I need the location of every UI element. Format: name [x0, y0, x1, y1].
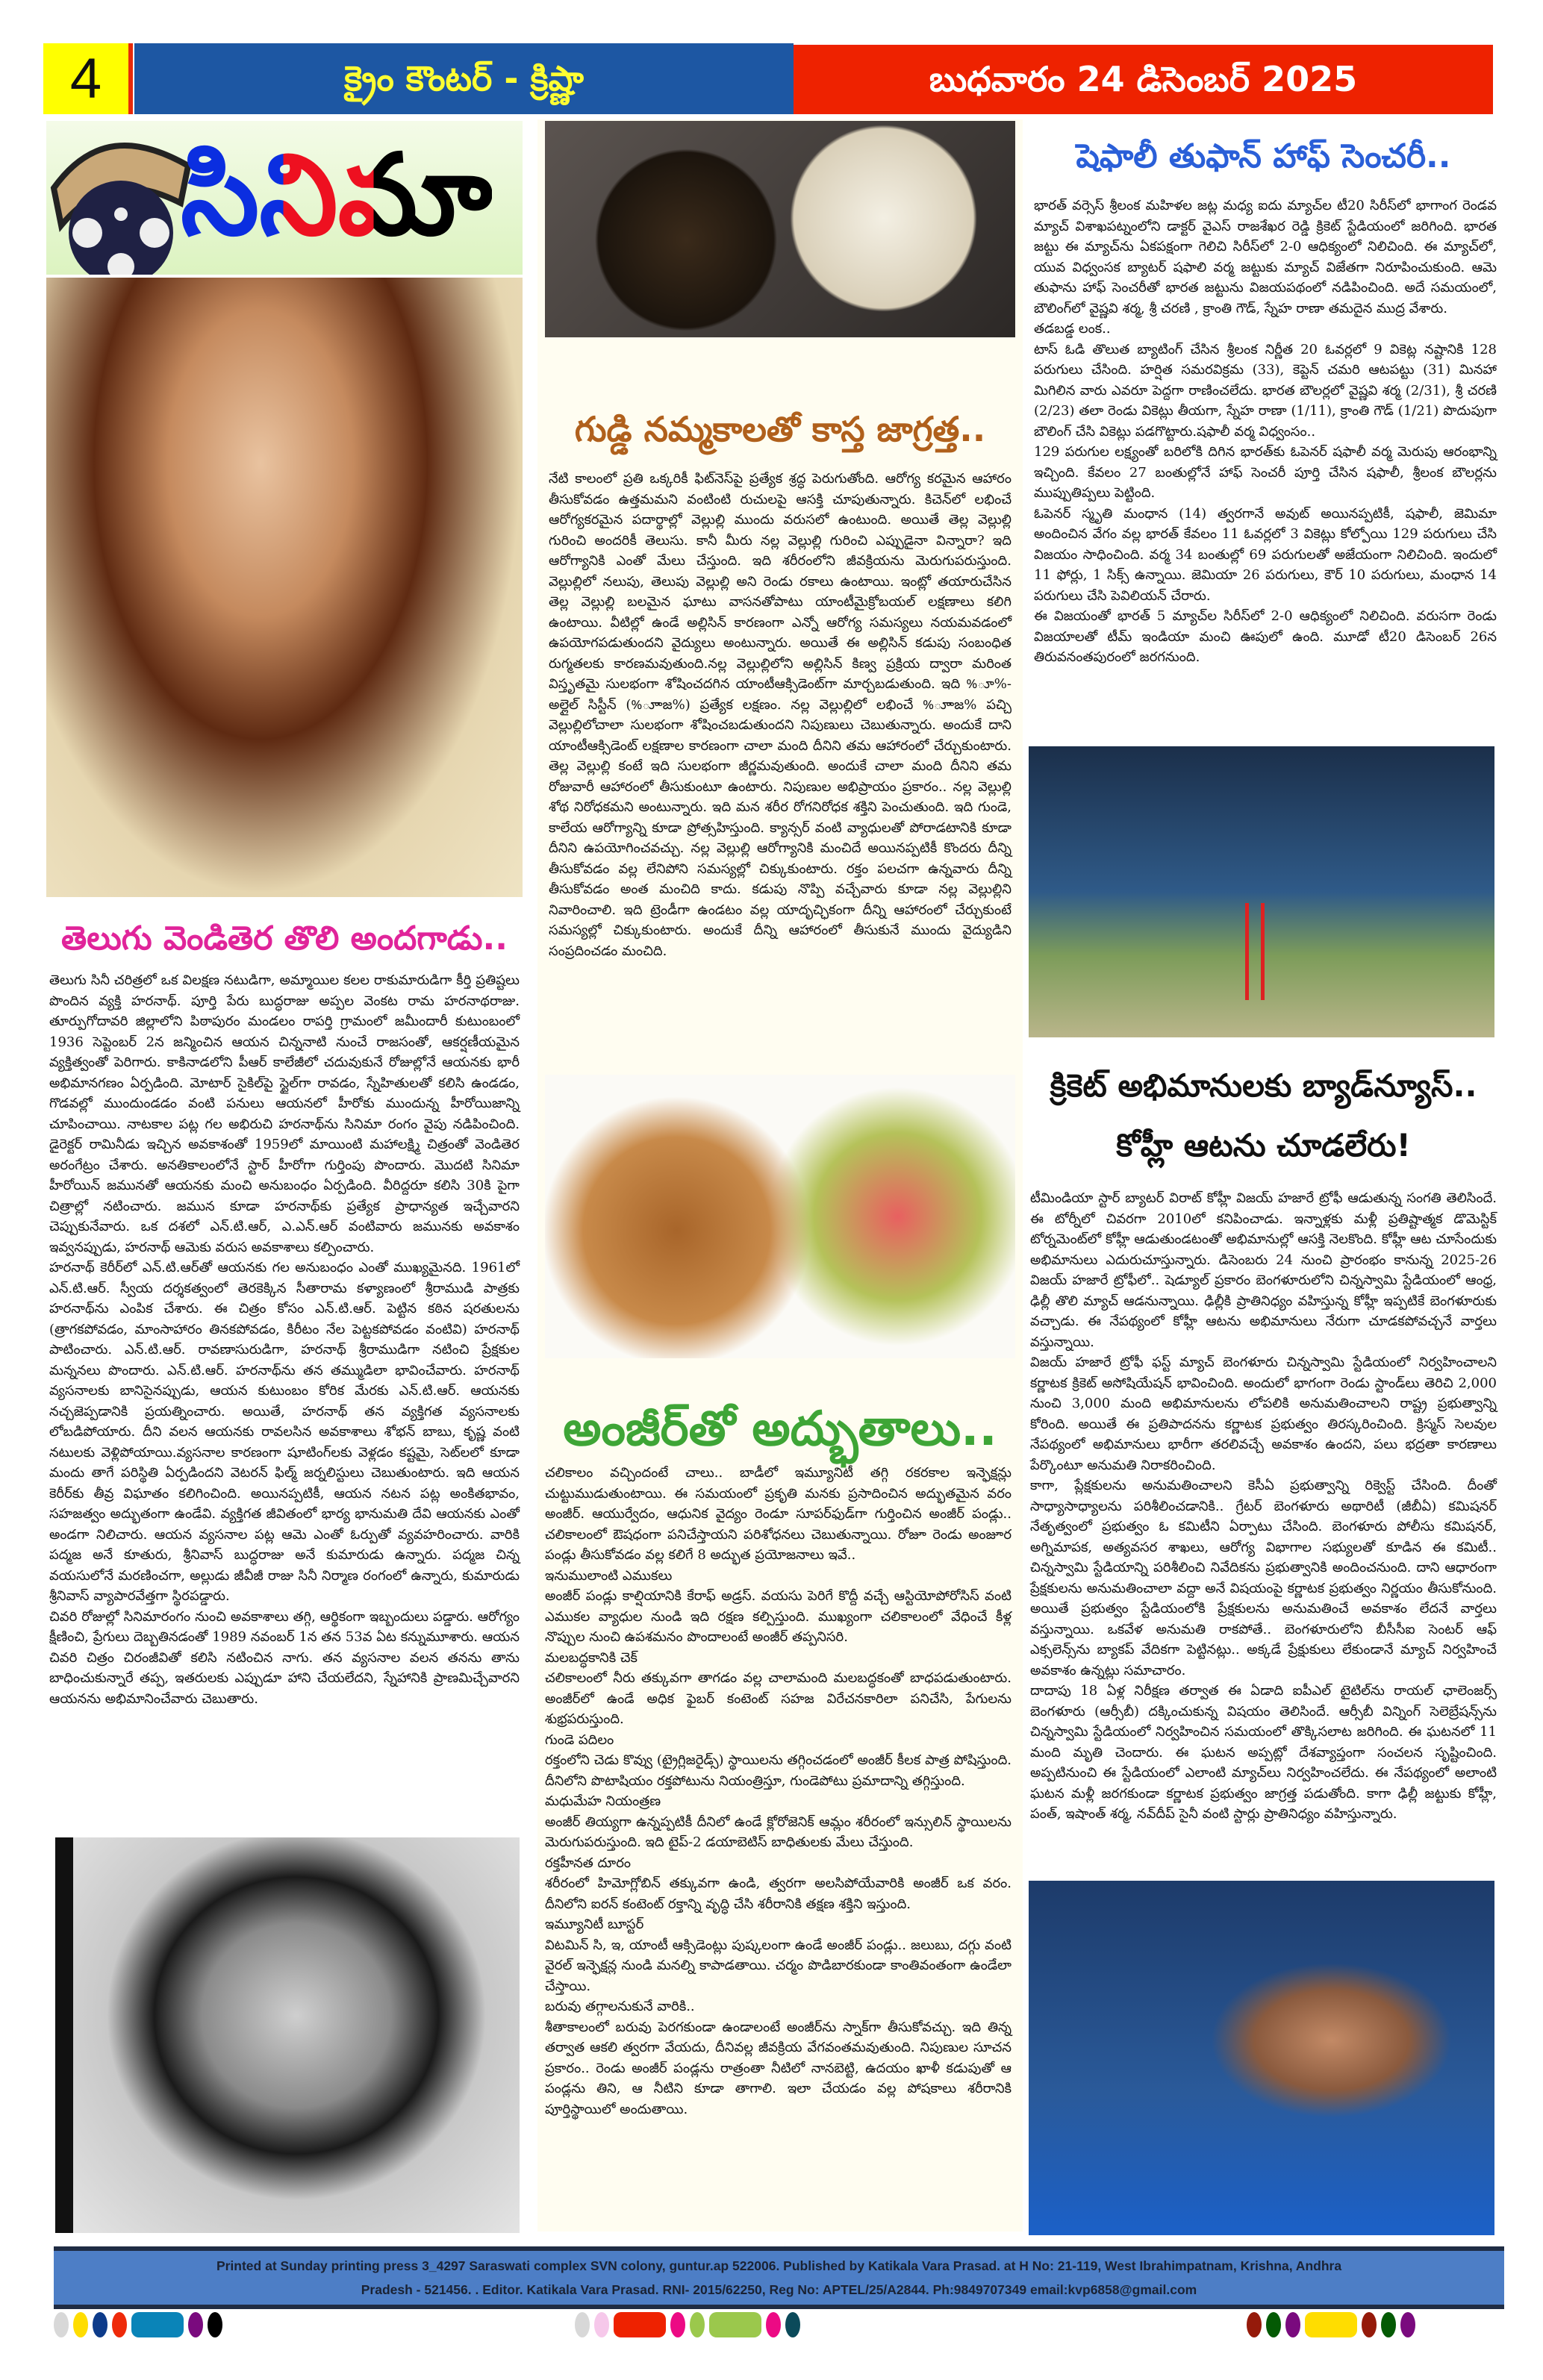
stumps — [1245, 903, 1265, 1000]
article-paragraph: రక్తంలోని చెడు కొవ్వు (ట్రైగ్లిజరైడ్స్) స్థాయిలను తగ్గించడంలో అంజీర్ కీలక పాత్ర పోషిస్తుంది. దీనిలోని పొటాషియం రక్తపోటును నియంత్రిస్తూ, గుండెపోటు ప్రమాదాన్ని తగ్గిస్తుంది. — [545, 1752, 1011, 1789]
registration-mark — [670, 2312, 685, 2337]
article-paragraph: భారత్ వర్సెస్ శ్రీలంక మహిళల జట్ల మధ్య ఐదు మ్యాచ్‌ల టీ20 సిరీస్‌లో భాగాంగ రెండవ మ్యాచ్ విశాఖపట్నంలోని డాక్టర్ వైఎస్ రాజశేఖర రెడ్డి క్రికెట్ స్టేడియంలో జరిగింది. భారత జట్టు ఈ మ్యాచ్‌ను ఏకపక్షంగా గెలిచి సిరీస్‌లో 2-0 ఆధిక్యంలో నిలిచింది. ఈ మ్యాచ్‌లో, యువ విధ్వంసక బ్యాటర్ షఫాలి వర్మ జట్టుకు మ్యాచ్ విజేతగా నిరూపించుకుంది. ఆమె తుఫాను హాఫ్ సెంచరీతో భారత జట్టును విజయపథంలో నడిపించింది. అదే సమయంలో, బౌలింగ్‌లో వైష్ణవి శర్మ, శ్రీ చరణి , క్రాంతి గౌడ్, స్నేహ రాణా తమదైన ముద్ర వేశారు. — [1034, 198, 1497, 316]
registration-mark — [766, 2312, 781, 2337]
registration-mark — [785, 2312, 800, 2337]
anjeer-figs-photo — [545, 1075, 1015, 1358]
anjeer-article-body — [545, 1463, 1011, 2120]
registration-mark — [131, 2312, 184, 2337]
article-paragraph: ఈ విజయంతో భారత్ 5 మ్యాచ్‌ల సిరీస్‌లో 2-0 ఆధిక్యంలో నిలిచింది. వరుసగా రెండు విజయాలతో టీమ్ ఇండియా మంచి ఊపులో ఉంది. మూడో టీ20 డిసెంబర్ 26న తిరువనంతపురంలో జరగనుంది. — [1034, 608, 1497, 665]
article-paragraph: కాగా, ప్లేక్షకులను అనుమతించాలని కెసీఏ ప్రభుత్వాన్ని రిక్వెస్ట్ చేసింది. దీంతో సాధ్యాసాధ్యాలను పరిశీలించడానికి.. గ్రేటర్ బెంగళూరు అథారిటీ (జీబీఏ) కమిషనర్ నేతృత్వంలో ప్రభుత్వం ఓ కమిటీని ఏర్పాటు చేసింది. బెంగళూరు పోలీసు కమిషనర్, అగ్నిమాపక, అత్యవసర శాఖలు, ఆరోగ్య విభాగాల సభ్యులతో కూడిన ఈ కమిటీ.. చిన్నస్వామి స్టేడియాన్ని పరిశీలించి నివేదికను ప్రభుత్వానికి అందించనుంది. దాని ఆధారంగా ప్రేక్షకులను అనుమతించాలా వద్దా అనే విషయంపై కర్ణాటక ప్రభుత్వం నిర్ణయం తీసుకోనుంది. అయితే ప్రభుత్వం స్టేడియంలోకి ప్రేక్షకులను అనుమతించే అవకాశం లేదనే వార్తలు వస్తున్నాయి. ఒకవేళ అనుమతి రాకపోతే.. బెంగళూరులోని బీసీసీఐ సెంటర్ ఆఫ్ ఎక్సలెన్స్‌ను బ్యాకప్ వేదికగా పెట్టినట్లు.. అక్కడే ప్రేక్షుకులు లేకుండానే మ్యాచ్ నిర్వహించే అవకాశం ఉన్నట్లు సమాచారం. — [1030, 1478, 1497, 1678]
registration-marks-left — [54, 2310, 222, 2340]
garlic-headline: గుడ్డి నమ్మకాలతో కాస్త జాగ్రత్త.. — [574, 409, 986, 449]
article-paragraph: విటమిన్ సి, ఇ, యాంటీ ఆక్సిడెంట్లు పుష్కలంగా ఉండే అంజీర్ పండ్లు.. జలుబు, దగ్గు వంటి వైరల్ ఇన్ఫెక్షన్ల నుండి మనల్ని కాపాడతాయి. చర్మం పొడిబారకుండా కాంతివంతంగా ఉండేలా చేస్తాయి. — [545, 1937, 1011, 1994]
registration-marks-right — [1247, 2310, 1415, 2340]
registration-mark — [1247, 2312, 1262, 2337]
registration-mark — [1381, 2312, 1396, 2337]
article-paragraph: చలికాలంలో నీరు తక్కువగా తాగడం వల్ల చాలామంది మలబద్ధకంతో బాధపడుతుంటారు. అంజీర్‌లో ఉండే అధిక ఫైబర్ కంటెంట్ సహజ విరేచనకారిలా పనిచేసి, పేగులను శుభ్రపరుస్తుంది. — [545, 1670, 1011, 1727]
footer-line-1: Printed at Sunday printing press 3_4297 Saraswati complex SVN colony, guntur.ap 522006. Published by Katikala Vara Prasad. at H No: 21-119, West Ibrahimpatnam, Krishna, Andhra — [216, 2258, 1342, 2273]
article-subheading: తడబడ్డ లంక.. — [1034, 321, 1111, 337]
registration-mark — [188, 2312, 203, 2337]
kohli-photo — [1029, 1881, 1494, 2235]
article-subheading: మధుమేహ నియంత్రణ — [545, 1793, 661, 1809]
article-paragraph: హరనాథ్ కెరీర్‌లో ఎన్.టి.ఆర్‌తో ఆయనకు గల అనుబంధం ఎంతో ముఖ్యమైనది. 1961లో ఎన్.టి.ఆర్. స్వీయ దర్శకత్వంలో తెరకెక్కిన సీతారామ కళ్యాణంలో శ్రీరాముడి పాత్రకు హరనాథ్‌ను ఎంపిక చేశారు. ఈ చిత్రం కోసం ఎన్.టి.ఆర్. పెట్టిన కఠిన షరతులను (త్రాగకపోవడం, మాంసాహారం తినకపోవడం, కిరీటం నేల పెట్టకపోవడం వంటివి) హరనాథ్ పాటించారు. ఎన్.టి.ఆర్. రావణాసురుడిగా, హరనాథ్ శ్రీరాముడిగా నటించి ప్రేక్షకుల మన్ననలు పొందారు. ఎన్.టి.ఆర్. హరనాథ్‌ను తన తమ్ముడిలా భావించేవారు. హరనాథ్ వ్యసనాలకు బానిసైనప్పుడు, ఆయన కుటుంబం కోరిక మేరకు ఎన్.టి.ఆర్. ఆయనకు నచ్చజెప్పడానికి ప్రయత్నించారు. అయితే, హరనాథ్ తన వ్యక్తిగత వ్యసనాలకు లోబడిపోయారు. దీని వలన ఆయనకు రావలసిన అవకాశాలు శోభన్ బాబు, కృష్ణ వంటి నటులకు వెళ్లిపోయాయి.వ్యసనాల కారణంగా షూటింగ్‌లకు వెళ్లడం కష్టమై, సెట్‌లలో కూడా మందు తాగే పరిస్థితి ఏర్పడిందని వెటరన్ ఫిల్మ్ జర్నలిస్టులు చెబుతుంటారు. ఇది ఆయన కెరీర్‌కు తీవ్ర విఘాతం కలిగించింది. అయినప్పటికీ, ఆయన నటన పట్ల అంకితభావం, సహజత్వం అద్భుతంగా ఉండేవి. వ్యక్తిగత జీవితంలో భార్య భానుమతి దేవి ఆయనకు ఎంతో అండగా నిలిచారు. ఆయన వ్యసనాల పట్ల ఆమె ఎంతో ఓర్పుతో వ్యవహరించారు. వారికి పద్మజ అనే కూతురు, శ్రీనివాస్ బుద్ధరాజు అనే కుమారుడు ఉన్నారు. పద్మజ చిన్న వయసులోనే మరణించగా, అల్లుడు జీవీజీ రాజు సినీ నిర్మాణ రంగంలో ఉన్నారు, కుమారుడు శ్రీనివాస్ వ్యాపారవేత్తగా స్థిరపడ్డారు. — [49, 1260, 520, 1604]
footer-line-2: Pradesh - 521456. . Editor. Katikala Vara Prasad. RNI- 2015/62250, Reg No: APTEL/25/A2844. Ph:9849707349 email:kvp6858@gmail.com — [361, 2282, 1197, 2297]
article-paragraph: తెలుగు సినీ చరిత్రలో ఒక విలక్షణ నటుడిగా, అమ్మాయిల కలల రాకుమారుడిగా కీర్తి ప్రతిష్టలు పొందిన వ్యక్తి హరనాథ్. పూర్తి పేరు బుద్ధరాజు అప్పల వెంకట రామ హరనాథరాజు. తూర్పుగోదావరి జిల్లాలోని పిఠాపురం మండలం రాపర్తి గ్రామంలో జమీందారీ కుటుంబంలో 1936 సెప్టెంబర్ 2న జన్మించిన ఆయన చిన్ననాటి నుంచే రాజసంతో, ఆకర్షణీయమైన వ్యక్తిత్వంతో పెరిగారు. కాకినాడలోని పీఆర్ కాలేజీలో చదువుకునే రోజుల్లోనే ఆయనకు భారీ అభిమానగణం ఏర్పడింది. మోటార్ సైకిల్‌పై స్టైల్‌గా రావడం, స్నేహితులతో కలిసి ఉండడం, గొడవల్లో ముందుండడం వంటి పనులు ఆయనలో హీరోకు ముందున్న హీరోయిజాన్ని చూపించాయి. నాటకాల పట్ల గల అభిరుచి హరనాథ్‌ను సినిమా రంగం వైపు నడిపించింది. డైరెక్టర్ రామినీడు ఇచ్చిన అవకాశంతో 1959లో మాయింటి మహాలక్ష్మి చిత్రంతో వెండితెర అరంగేట్రం చేశారు. అనతికాలంలోనే స్టార్ హీరోగా గుర్తింపు పొందారు. మొదటి సినిమా హీరోయిన్ జమునతో ఆయనకు మంచి అనుబంధం ఏర్పడింది. వీరిద్దరూ కలిసి 30కి పైగా చిత్రాల్లో నటించారు. జమున కూడా హరనాథ్‌కు ప్రత్యేక ప్రాధాన్యత ఇచ్చేవారని చెప్పుకునేవారు. ఒక దశలో ఎన్.టి.ఆర్, ఎ.ఎన్.ఆర్ వంటివారు జమునకు అవకాశం ఇవ్వనప్పుడు, హరనాథ్ ఆమెకు వరుస అవకాశాలు కల్పించారు. — [49, 972, 520, 1255]
registration-mark — [1285, 2312, 1300, 2337]
registration-mark — [1305, 2312, 1357, 2337]
page-number: 4 — [43, 43, 133, 114]
edition-title: క్రైం కౌంటర్ - క్రిష్ణా — [134, 43, 794, 114]
cinema-article-body — [49, 970, 520, 1709]
kohli-headline-line2: కోహ్లీ ఆటను చూడలేరు! — [1116, 1127, 1411, 1164]
shafali-headline: షెఫాలీ తుఫాన్ హాఫ్ సెంచరీ.. — [1076, 137, 1451, 175]
article-subheading: మలబద్ధకానికి చెక్ — [545, 1649, 638, 1666]
article-paragraph: అంజీర్ పండ్లు కాల్షియానికి కేరాఫ్ అడ్రస్. వయసు పెరిగే కొద్దీ వచ్చే ఆస్టియోపోరోసిస్ వంటి ఎముకల వ్యాధుల నుండి ఇది రక్షణ కల్పిస్తుంది. ముఖ్యంగా చలికాలంలో వేధించే కీళ్ల నొప్పుల నుంచి ఉపశమనం పొందాలంటే అంజీర్ తప్పనిసరి. — [545, 1588, 1011, 1645]
article-subheading: ఇమ్యూనిటీ బూస్టర్ — [545, 1917, 644, 1932]
article-subheading: రక్తహీనత దూరం — [545, 1855, 631, 1871]
article-paragraph: శీతాకాలంలో బరువు పెరగకుండా ఉండాలంటే అంజీర్‌ను స్నాక్‌గా తీసుకోవచ్చు. ఇది తిన్న తర్వాత ఆకలి త్వరగా వేయదు, దీనివల్ల జీవక్రియ వేగవంతమవుతుంది. నిపుణుల సూచన ప్రకారం.. రెండు అంజీర్ పండ్లను రాత్రంతా నీటిలో నానబెట్టి, ఉదయం ఖాళీ కడుపుతో ఆ పండ్లను తిని, ఆ నీటిని కూడా తాగాలి. ఇలా చేయడం వల్ల పోషకాలు శరీరానికి పూర్తిస్థాయిలో అందుతాయి. — [545, 2019, 1011, 2117]
cricket-match-photo — [1029, 746, 1494, 1037]
kohli-article-body — [1030, 1188, 1497, 1825]
article-paragraph: నేటి కాలంలో ప్రతి ఒక్కరికీ ఫిట్‌నెస్‌పై ప్రత్యేక శ్రద్ధ పెరుగుతోంది. ఆరోగ్య కరమైన ఆహారం తీసుకోవడం ఉత్తమమని వంటింటి రుచులపై ఆసక్తి చూపుతున్నారు. కిచెన్‌లో లభించే ఆరోగ్యకరమైన పదార్థాల్లో వెల్లుల్లి ముందు వరుసలో ఉంటుంది. అయితే తెల్ల వెల్లుల్లి గురించి అందరికీ తెలుసు. కానీ మీరు నల్ల వెల్లుల్లి గురించి ఎప్పుడైనా విన్నారా? ఇది ఆరోగ్యానికి ఎంతో మేలు చేస్తుంది. ఇది శరీరంలోని జీవక్రియను మెరుగుపరుస్తుంది. వెల్లుల్లిలో నలుపు, తెలుపు వెల్లుల్లి అని రెండు రకాలు ఉంటాయి. ఇంట్లో తయారుచేసిన తెల్ల వెల్లుల్లి బలమైన ఘాటు వాసనతోపాటు యాంటీమైక్రోబయల్ లక్షణాలు కలిగి ఉంటాయి. వీటిల్లో ఉండే అల్లిసిన్ కారణంగా ఎన్నో ఆరోగ్య సమస్యలు నయమవడంలో ఉపయోగపడుతుందని వైద్యులు అంటున్నారు. అయితే ఈ అల్లిసిన్ కడుపు సంబంధిత రుగ్మతలకు కారణమవుతుంది.నల్ల వెల్లుల్లిలోని అల్లిసిన్ కిణ్వ ప్రక్రియ ద్వారా మరింత విస్తృతమై సులభంగా శోషించదగిన యాంటీఆక్సిడెంట్‌గా మార్చబడుతుంది. ఇది %ూ%-అల్లైల్ సిస్టీన్ (%ూాజ%) ప్రత్యేక లక్షణం. నల్ల వెల్లుల్లిలో లభించే %ూాజ% పచ్చి వెల్లుల్లిలోచాలా సులభంగా శోషించబడుతుందని నిపుణులు చెబుతున్నారు. అందుకే దాని యాంటీఆక్సిడెంట్ లక్షణాల కారణంగా చాలా మంది దీనిని తమ ఆహారంలో చేర్చుకుంటారు. తెల్ల వెల్లుల్లి కంటే ఇది సులభంగా జీర్ణమవుతుంది. అందుకే చాలా మంది దీనిని తమ రోజువారీ ఆహారంలో తీసుకుంటూ ఉంటారు. నిపుణుల అభిప్రాయం ప్రకారం.. నల్ల వెల్లుల్లి శోథ నిరోధకమని అంటున్నారు. ఇది మన శరీర రోగనిరోధక శక్తిని పెంచుతుంది. ఇది గుండె, కాలేయ ఆరోగ్యాన్ని కూడా ప్రోత్సహిస్తుంది. క్యాన్సర్ వంటి వ్యాధులతో పోరాడటానికి కూడా దీనిని ఉపయోగించవచ్చు. నల్ల వెల్లుల్లి ఆరోగ్యానికి మంచిదే అయినప్పటికీ కొందరు దీన్ని తీసుకోవడం వల్ల లేనిపోని సమస్యల్లో చిక్కుకుంటారు. రక్తం పలచగా ఉన్నవారు దీన్ని తీసుకోవడం అంత మంచిది కాదు. కడుపు నొప్పి వచ్చేవారు కూడా నల్ల వెల్లుల్లిని నివారించాలి. ఇది ట్రెండీగా ఉండటం వల్ల యాదృచ్ఛికంగా దీన్ని ఆహారంలో చేర్చుకుంటే సమస్యల్లో చిక్కుకుంటారు. అందుకే దీన్ని ఆహారంలో తీసుకునే ముందు వైద్యుడిని సంప్రదించడం మంచిది. — [549, 471, 1011, 959]
registration-mark — [594, 2312, 609, 2337]
black-garlic-photo — [545, 121, 1015, 337]
registration-mark — [73, 2312, 88, 2337]
article-subheading: గుండె పదిలం — [545, 1731, 614, 1748]
registration-mark — [112, 2312, 127, 2337]
registration-mark — [93, 2312, 107, 2337]
actress-photo — [46, 278, 523, 897]
cinema-logo — [46, 121, 523, 275]
article-paragraph: చలికాలం వచ్చిందంటే చాలు.. బాడీలో ఇమ్యూనిటీ తగ్గి రకరకాల ఇన్ఫెక్షన్లు చుట్టుముడుతుంటాయి. ఈ సమయంలో ప్రకృతి మనకు ప్రసాదించిన అద్భుతమైన వరం అంజీర్. ఆయుర్వేదం, ఆధునిక వైద్యం రెండూ సూపర్‌ఫుడ్‌గా గుర్తించిన అంజీర్ పండ్లు.. చలికాలంలో ఔషధంగా పనిచేస్తాయని పరిశోధనలు చెబుతున్నాయి. రోజూ రెండు అంజూర పండ్లు తీసుకోవడం వల్ల కలిగే 8 అద్భుత ప్రయోజనాలు ఇవే.. — [545, 1465, 1011, 1563]
registration-marks-center — [575, 2310, 800, 2340]
registration-mark — [1362, 2312, 1377, 2337]
article-paragraph: ఓపెనర్ స్మృతి మంధాన (14) త్వరగానే అవుట్ అయినప్పటికీ, షఫాలీ, జెమిమా అందించిన వేగం వల్ల భారత్ కేవలం 11 ఓవర్లలో 3 వికెట్లు కోల్పోయి 129 పరుగులు చేసి విజయం సాధించింది. వర్మ 34 బంతుల్లో 69 పరుగులతో అజేయంగా నిలిచింది. ఇందులో 11 ఫోర్లు, 1 సిక్స్ ఉన్నాయి. జెమియా 26 పరుగులు, కౌర్ 10 పరుగులు, మంధాన 14 పరుగులు చేసి పెవిలియన్ చేరారు. — [1034, 505, 1497, 604]
registration-mark — [54, 2312, 69, 2337]
cinema-headline: తెలుగు వెండితెర తొలి అందగాడు.. — [61, 919, 508, 958]
article-paragraph: టాస్ ఓడి తొలుత బ్యాటింగ్ చేసిన శ్రీలంక నిర్ణీత 20 ఓవర్లలో 9 వికెట్ల నష్టానికి 128 పరుగులు చేసింది. హర్షిత సమరవిక్రమ (33), కెప్టెన్ చమరి ఆటపట్టు (31) మినహా మిగిలిన వారు ఎవరూ పెద్దగా రాణించలేదు. భారత బౌలర్లలో వైష్ణవి శర్మ (2/31), శ్రీ చరణి (2/23) తలా రెండు వికెట్లు తీయగా, స్నేహ రాణా (1/11), క్రాంతి గౌడ్ (1/21) పొదుపుగా బౌలింగ్ చేసి వికెట్లు పడగొట్టారు.షఫాలీ వర్మ విధ్వంసం.. — [1034, 341, 1497, 440]
registration-mark — [614, 2312, 666, 2337]
article-paragraph: చివరి రోజుల్లో సినిమారంగం నుంచి అవకాశాలు తగ్గి, ఆర్థికంగా ఇబ్బందులు పడ్డారు. ఆరోగ్యం క్షీణించి, ప్రేగులు దెబ్బతినడంతో 1989 నవంబర్ 1న తన 53వ ఏట కన్నుమూశారు. ఆయన చివరి చిత్రం చిరంజీవితో కలిసి నటించిన నాగు. తన వ్యసనాల వలన తనను తాను బాధించుకున్నారే తప్ప, ఇతరులకు ఎప్పుడూ హాని చేయలేదని, స్నేహానికి ప్రాణమిచ్చేవారని ఆయనను అభిమానించేవారు చెబుతారు. — [49, 1608, 520, 1707]
article-paragraph: అంజీర్ తియ్యగా ఉన్నప్పటికీ దీనిలో ఉండే క్లోరోజెనిక్ ఆమ్లం శరీరంలో ఇన్సులిన్ స్థాయిలను మెరుగుపరుస్తుంది. ఇది టైప్-2 డయాబెటిస్ బాధితులకు మేలు చేస్తుంది. — [545, 1814, 1011, 1850]
registration-mark — [690, 2312, 705, 2337]
registration-mark — [709, 2312, 761, 2337]
edition-date: బుధవారం 24 డిసెంబర్ 2025 — [794, 45, 1493, 114]
kohli-headline-line1: క్రికెట్ అభిమానులకు బ్యాడ్‌న్యూస్.. — [1050, 1067, 1477, 1104]
registration-mark — [208, 2312, 222, 2337]
registration-mark — [1266, 2312, 1281, 2337]
article-paragraph: టీమిండియా స్టార్ బ్యాటర్ విరాట్ కోహ్లీ విజయ్ హజారే ట్రోఫీ ఆడుతున్న సంగతి తెలిసిందే. ఈ టోర్నీలో చివరగా 2010లో కనిపించాడు. ఇన్నాళ్లకు మళ్లీ ప్రతిష్టాత్మక డొమెస్టిక్ టోర్నమెంట్‌లో కోహ్లీ ఆడుతుండటంతో అభిమానుల్లో ఆసక్తి నెలకొంది. కోహ్లీ ఆట చూసేందుకు అభిమానులు ఎదురుచూస్తున్నారు. డిసెంబరు 24 నుంచి ప్రారంభం కానున్న 2025-26 విజయ్ హజారే ట్రోఫీలో.. షెడ్యూల్ ప్రకారం బెంగళూరులోని చిన్నస్వామి స్టేడియంలో ఆంధ్ర, ఢిల్లీ తొలి మ్యాచ్ ఆడనున్నాయి. ఢిల్లీకి ప్రాతినిధ్యం వహిస్తున్న కోహ్లీ ఇప్పటికే బెంగళూరుకు వచ్చాడు. ఈ నేపథ్యంలో కోహ్లీ ఆటను అభిమానులు నేరుగా చూడకపోవచ్చనే వార్తలు వస్తున్నాయి. — [1030, 1190, 1497, 1350]
shafali-article-body — [1034, 196, 1497, 668]
article-paragraph: శరీరంలో హిమోగ్లోబిన్ తక్కువగా ఉండి, త్వరగా అలసిపోయేవారికి అంజీర్ ఒక వరం. దీనిలోని ఐరన్ కంటెంట్ రక్తాన్ని వృద్ధి చేసి శరీరానికి తక్షణ శక్తిని ఇస్తుంది. — [545, 1875, 1011, 1912]
article-paragraph: దాదాపు 18 ఏళ్ల నిరీక్షణ తర్వాత ఈ ఏడాది ఐపీఎల్ టైటిల్‌ను రాయల్ ఛాలెంజర్స్ బెంగళూరు (ఆర్సీబీ) దక్కించుకున్న విషయం తెలిసిందే. ఆర్సీబీ విన్నింగ్ సెలెబ్రేషన్స్‌ను చిన్నస్వామి స్టేడియంలో నిర్వహించిన సమయంలో తొక్కిసలాట జరిగింది. ఈ ఘటనలో 11 మంది మృతి చెందారు. ఈ ఘటన అప్పట్లో దేశవ్యాప్తంగా సంచలన సృష్టించింది. అప్పటినుంచి ఈ స్టేడియంలో ఎలాంటి మ్యాచ్‌లు నిర్వహించలేదు. ఈ నేపథ్యంలో అలాంటి ఘటన మళ్లీ జరగకుండా కర్ణాటక ప్రభుత్వం జాగ్రత్త పడుతోంది. కాగా ఢిల్లీ జట్టుకు కోహ్లీ, పంత్, ఇషాంత్ శర్మ, నవ్‌దీప్ సైనీ వంటి స్టార్లు ప్రాతినిధ్యం వహిస్తున్నారు. — [1030, 1683, 1497, 1822]
garlic-article-body — [549, 469, 1011, 961]
article-paragraph: 129 పరుగుల లక్ష్యంతో బరిలోకి దిగిన భారత్‌కు ఓపెనర్ షఫాలీ వర్మ మెరుపు ఆరంభాన్ని ఇచ్చింది. కేవలం 27 బంతుల్లోనే హాఫ్ సెంచరీ పూర్తి చేసిన షఫాలీ, శ్రీలంక బౌలర్లను ముప్పుతిప్పలు పెట్టింది. — [1034, 444, 1497, 501]
haranath-photo — [55, 1837, 520, 2233]
article-subheading: ఇనుములాంటి ఎముకలు — [545, 1567, 673, 1584]
registration-mark — [575, 2312, 590, 2337]
registration-mark — [1400, 2312, 1415, 2337]
anjeer-headline: అంజీర్‌తో అద్భుతాలు.. — [563, 1402, 997, 1457]
article-subheading: బరువు తగ్గాలనుకునే వారికి.. — [545, 1999, 695, 2014]
print-line-footer — [54, 2246, 1504, 2309]
film-reel-icon — [46, 121, 196, 275]
cinema-logo-text: సినిమా — [181, 121, 492, 270]
article-paragraph: విజయ్ హజారే ట్రోఫీ ఫస్ట్ మ్యాచ్ బెంగళూరు చిన్నస్వామి స్టేడియంలో నిర్వహించాలని కర్ణాటక క్రికెట్ అసోషియేషన్ భావించింది. అందులో భాగంగా రెండు స్టాండ్‌లు తెరిచి 2,000 నుంచి 3,000 మంది అభిమానులను లోపలికి అనుమతించాలని రాష్ట్ర ప్రభుత్వాన్ని కోరింది. అయితే ఈ ప్రతిపాదనను కర్ణాటక ప్రభుత్వం తిరస్కరించింది. క్రిస్మస్ సెలవుల నేపథ్యంలో అభిమానులు భారీగా తరలివచ్చే అవకాశం ఉందని, పలు భద్రతా కారణాలు పేర్కొంటూ అనుమతి నిరాకరించింది. — [1030, 1355, 1497, 1473]
